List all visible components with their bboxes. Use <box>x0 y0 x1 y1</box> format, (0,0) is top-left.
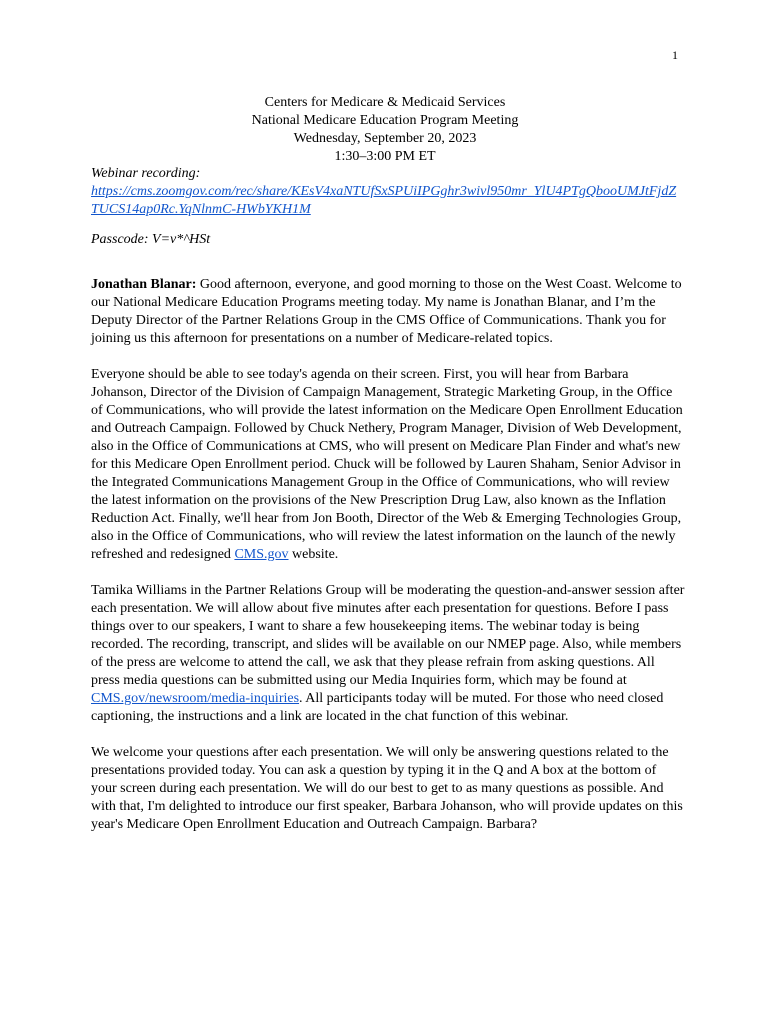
paragraph-2 <box>91 366 685 564</box>
meeting-date: Wednesday, September 20, 2023 <box>293 131 477 146</box>
webinar-info <box>91 165 691 249</box>
media-inquiries-link[interactable]: CMS.gov/newsroom/media-inquiries <box>91 691 300 706</box>
webinar-recording-link[interactable]: https://cms.zoomgov.com/rec/share/KEsV4xaNTUfSxSPUiIPGghr3wivl950mr_YlU4PTgQbooUMJtFjdZTUCS14ap0Rc.YqNlnmC-HWbYKH1M <box>91 184 677 217</box>
paragraph-3-end: . All participants today will be muted. For those who need closed captioning, the instructions and a link are located in the chat function of this webinar. <box>91 691 664 724</box>
paragraph-2-text: Everyone should be able to see today's agenda on their screen. First, you will hear from Barbara Johanson, Director of the Division of Campaign Management, Strategic Marketing Group, in the Office of Communications, who will provide the latest information on the Medicare Open Enrollment Education and Outreach Campaign. Followed by Chuck Nethery, Program Manager, Division of Web Development, also in the Office of Communications at CMS, who will present on Medicare Plan Finder and what's new for this Medicare Open Enrollment period. Chuck will be followed by Lauren Shaham, Senior Advisor in the Integrated Communications Management Group in the Office of Communications, who will review the latest information on the provisions of the New Prescription Drug Law, also known as the Inflation Reduction Act. Finally, we'll hear from Jon Booth, Director of the Web & Emerging Technologies Group, also in the Office of Communications, who will review the latest information on the launch of the newly refreshed and redesigned <box>91 367 683 562</box>
speaker-name: Jonathan Blanar: <box>91 277 197 292</box>
paragraph-4 <box>91 744 685 834</box>
cms-gov-link[interactable]: CMS.gov <box>234 547 289 562</box>
webinar-passcode: Passcode: V=v*^HSt <box>91 232 211 247</box>
meeting-time: 1:30–3:00 PM ET <box>334 149 436 164</box>
paragraph-3 <box>91 582 685 726</box>
paragraph-3-text: Tamika Williams in the Partner Relations Group will be moderating the question-and-answer session after each presentation. We will allow about five minutes after each presentation for questions. Before I pass things over to our speakers, I want to share a few housekeeping items. The webinar today is being recorded. The recording, transcript, and slides will be available on our NMEP page. Also, while members of the press are welcome to attend the call, we ask that they please refrain from asking questions. All press media questions can be submitted using our Media Inquiries form, which may be found at <box>91 583 685 688</box>
meeting-title: National Medicare Education Program Meeting <box>251 113 519 128</box>
paragraph-4-text: We welcome your questions after each presentation. We will only be answering questions related to the presentations provided today. You can ask a question by typing it in the Q and A box at the bottom of your screen during each presentation. We will do our best to get to as many questions as possible. And with that, I'm delighted to introduce our first speaker, Barbara Johanson, who will provide updates on this year's Medicare Open Enrollment Education and Outreach Campaign. Barbara? <box>91 745 683 832</box>
paragraph-2-end: website. <box>288 547 339 562</box>
webinar-label: Webinar recording: <box>91 166 201 181</box>
paragraph-1-text: Good afternoon, everyone, and good morning to those on the West Coast. Welcome to our National Medicare Education Programs meeting today. My name is Jonathan Blanar, and I’m the Deputy Director of the Partner Relations Group in the CMS Office of Communications. Thank you for joining us this afternoon for presentations on a number of Medicare-related topics. <box>91 277 682 346</box>
page-number: 1 <box>672 48 678 62</box>
document-header <box>0 94 770 166</box>
transcript-body <box>91 276 685 852</box>
paragraph-1 <box>91 276 685 348</box>
org-name: Centers for Medicare & Medicaid Services <box>264 95 506 110</box>
